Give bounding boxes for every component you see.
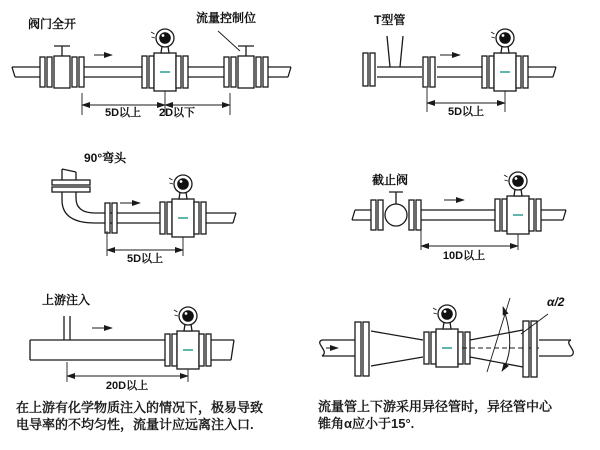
dim-10d: 10D以上 <box>442 250 486 262</box>
flange-icon <box>224 57 236 87</box>
diagram-upstream-injection <box>30 307 234 382</box>
flange-icon <box>409 200 421 230</box>
reducer-upstream <box>371 331 423 366</box>
t-pipe-label: T型管 <box>374 13 406 27</box>
elbow-bend <box>62 192 95 223</box>
t-branch <box>387 36 403 67</box>
flowmeter-icon <box>424 305 470 367</box>
diagram-reducer-cone <box>320 295 574 377</box>
caption-left-line1: 在上游有化学物质注入的情况下，极易导致 <box>16 400 264 415</box>
label-leader-line <box>218 31 240 51</box>
dim-5d-upstream: 5D以上 <box>104 107 142 119</box>
flowmeter-icon <box>142 29 188 91</box>
flowmeter-icon <box>165 307 211 369</box>
gate-valve-icon <box>54 46 70 88</box>
cone-half-angle-label: α/2 <box>547 295 565 309</box>
dim-20d: 20D以上 <box>105 380 149 392</box>
flange-icon <box>72 57 84 87</box>
caption-right-line2: 锥角α应小于15°. <box>318 416 415 431</box>
caption-right <box>318 398 552 432</box>
flowmeter-icon <box>160 175 206 237</box>
flange-icon <box>105 203 117 233</box>
dim-5d-tpipe: 5D以上 <box>447 106 485 118</box>
diagram-t-pipe <box>363 29 556 112</box>
caption-left-line2: 电导率的不均匀性，流量计应远离注入口. <box>16 417 254 432</box>
diagram-90-elbow <box>52 169 236 256</box>
elbow-label: 90°弯头 <box>84 151 127 165</box>
valve-stem <box>389 192 403 204</box>
flange-icon <box>256 57 268 87</box>
dim-2d-downstream: 2D以下 <box>158 107 196 119</box>
stop-valve-body <box>385 204 407 226</box>
angle-arc <box>502 307 510 371</box>
valve-full-open-label: 阀门全开 <box>28 17 77 31</box>
flange-icon <box>40 57 52 87</box>
caption-right-line1: 流量管上下游采用异径管时，异径管中心 <box>318 399 553 414</box>
diagram-valve-full-open <box>12 29 291 115</box>
control-valve-icon <box>238 46 254 88</box>
injection-label: 上游注入 <box>42 293 91 307</box>
elbow-flange <box>52 180 90 185</box>
flow-control-label: 流量控制位 <box>196 11 257 25</box>
flange-icon <box>423 57 435 87</box>
injection-tube <box>64 316 70 340</box>
pipe-break <box>320 340 325 356</box>
elbow-flange <box>52 187 90 192</box>
flowmeter-icon <box>495 172 541 234</box>
caption-left <box>16 399 263 433</box>
pipe-break <box>569 340 574 356</box>
dim-5d-elbow: 5D以上 <box>126 253 164 265</box>
flowmeter-icon <box>482 29 528 91</box>
stop-valve-label: 截止阀 <box>372 173 409 187</box>
flange-icon <box>371 200 383 230</box>
reducer-downstream <box>470 330 523 367</box>
